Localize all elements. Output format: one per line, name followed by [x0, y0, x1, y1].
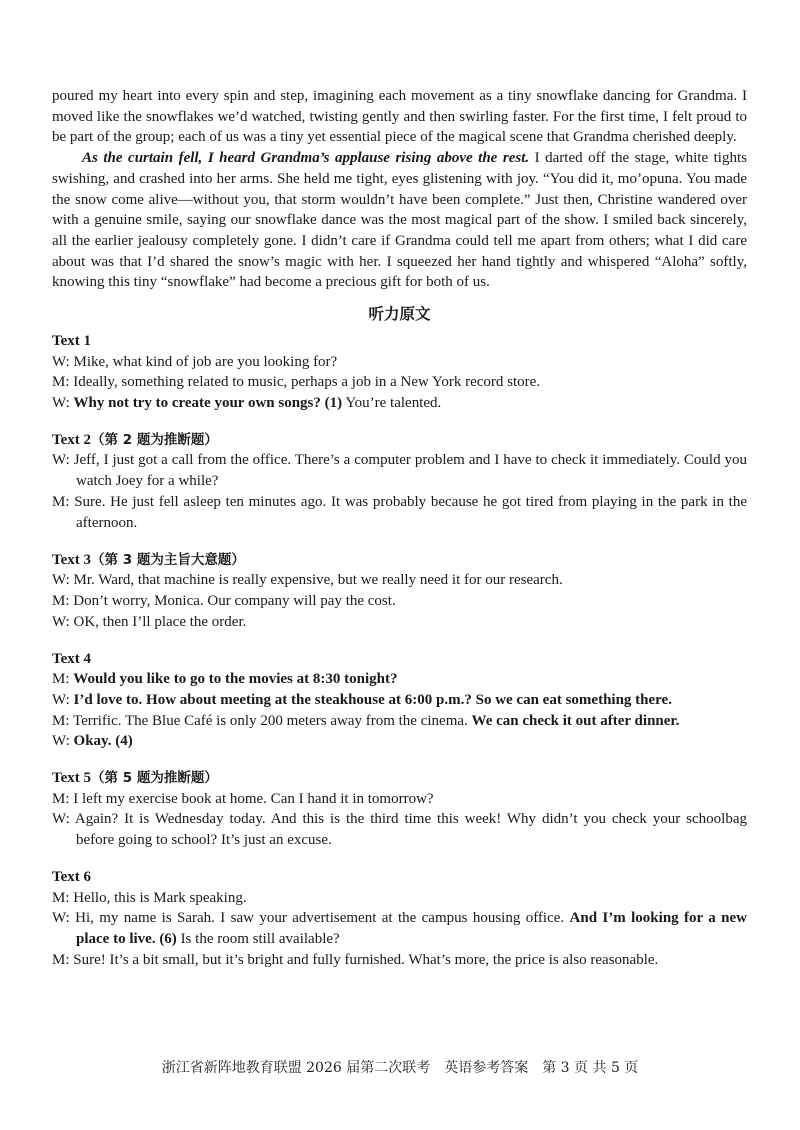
dialogue-line	[52, 352, 747, 373]
essay-paragraph-2	[52, 148, 747, 293]
dialogue-text: W:	[52, 395, 74, 412]
dialogue-line	[52, 492, 747, 534]
essay-paragraph-1: poured my heart into every spin and step, imagining each movement as a tiny snowflake dancing for Grandma. I moved like the snowflakes we’d watched, twisting gently and then swirling faster. For the first time, I felt proud to be part of the group; each of us was a tiny yet essential piece of the magical scene that Grandma cherished deeply.	[52, 88, 747, 146]
bold-answer-segment: Okay. (4)	[73, 733, 133, 750]
dialogue-line	[52, 950, 747, 971]
question-type-note: （第 2 题为推断题）	[91, 431, 218, 448]
transcript-title	[52, 550, 747, 571]
question-type-note: （第 5 题为推断题）	[91, 770, 218, 787]
dialogue-text: You’re talented.	[342, 395, 442, 412]
transcript-block	[52, 331, 747, 414]
dialogue-line	[52, 612, 747, 633]
essay-paragraph-2-lead: As the curtain fell, I heard Grandma’s applause rising above the rest.	[82, 150, 530, 167]
transcript-title-label: Text 1	[52, 333, 92, 350]
dialogue-line	[52, 393, 747, 414]
dialogue-line	[52, 669, 747, 690]
listening-transcripts	[52, 331, 747, 971]
dialogue-text: M: Don’t worry, Monica. Our company will pay the cost.	[52, 592, 396, 609]
bold-answer-segment: And I’m looking for a new place to live. (6)	[76, 910, 747, 948]
section-title: 听力原文	[368, 305, 431, 324]
essay-paragraph-2-body: I darted off the stage, white tights swishing, and crashed into her arms. She held me tight, eyes glistening with joy. “You did it, mo’opuna. You made the snow come alive—without you, that storm wouldn’t have been complete.” Just then, Christine wandered over with a genuine smile, saying our snowflake dance was the most magical part of the show. I smiled back sincerely, all the earlier jealousy completely gone. I didn’t care if Grandma could tell me apart from others; what I did care about was that I’d shared the snow’s magic with her. I squeezed her hand tightly and whispered “Aloha” softly, knowing this tiny “snowflake” had become a precious gift for both of us.	[52, 150, 747, 291]
bold-answer-segment: Why not try to create your own songs? (1)	[73, 395, 343, 412]
dialogue-text: M: Hello, this is Mark speaking.	[52, 889, 247, 906]
dialogue-line	[52, 372, 747, 393]
dialogue-text: M:	[52, 671, 74, 687]
dialogue-line	[52, 570, 747, 591]
dialogue-text: W: Again? It is Wednesday today. And this is the third time this week! Why didn’t you check your schoolbag before going to school? It’s just an excuse.	[52, 811, 747, 849]
dialogue-line	[52, 789, 747, 810]
transcript-block	[52, 550, 747, 633]
transcript-title-label: Text 3	[52, 551, 92, 568]
dialogue-text: W: Mr. Ward, that machine is really expensive, but we really need it for our research.	[52, 572, 563, 589]
dialogue-text: W: OK, then I’ll place the order.	[52, 613, 247, 630]
document-page	[52, 86, 747, 987]
dialogue-text: M: I left my exercise book at home. Can I hand it in tomorrow?	[52, 790, 434, 807]
transcript-title	[52, 430, 747, 451]
transcript-block	[52, 430, 747, 534]
transcript-title	[52, 867, 747, 888]
transcript-title-label: Text 6	[52, 869, 92, 886]
transcript-block	[52, 649, 747, 753]
dialogue-text: M: Terrific. The Blue Café is only 200 meters away from the cinema.	[52, 712, 472, 729]
bold-answer-segment: Would you like to go to the movies at 8:30 tonight?	[73, 671, 398, 687]
dialogue-text: W: Hi, my name is Sarah. I saw your advertisement at the campus housing office.	[52, 910, 570, 927]
dialogue-line	[52, 908, 747, 950]
transcript-title-label: Text 4	[52, 650, 92, 667]
transcript-title	[52, 768, 747, 789]
dialogue-text: Is the room still available?	[176, 931, 340, 948]
dialogue-text: W: Jeff, I just got a call from the office. There’s a computer problem and I have to check it immediately. Could you watch Joey for a while?	[52, 452, 747, 490]
dialogue-text: W:	[52, 691, 74, 708]
dialogue-line	[52, 888, 747, 909]
dialogue-text: M: Sure. He just fell asleep ten minutes ago. It was probably because he got tired from playing in the park in the afternoon.	[52, 494, 747, 531]
dialogue-text: M: Ideally, something related to music, perhaps a job in a New York record store.	[52, 374, 541, 391]
transcript-block	[52, 768, 747, 851]
transcript-block	[52, 867, 747, 971]
question-type-note: （第 3 题为主旨大意题）	[91, 551, 245, 568]
dialogue-text: W:	[52, 733, 74, 750]
bold-answer-segment: I’d love to. How about meeting at the steakhouse at 6:00 p.m.? So we can eat something there.	[73, 691, 672, 708]
dialogue-line	[52, 690, 747, 711]
dialogue-line	[52, 731, 747, 752]
transcript-title	[52, 649, 747, 670]
dialogue-text: W: Mike, what kind of job are you looking for?	[52, 353, 338, 370]
bold-answer-segment: We can check it out after dinner.	[471, 712, 680, 729]
page-footer: 浙江省新阵地教育联盟 2026 届第二次联考 英语参考答案 第 3 页 共 5 页	[161, 1060, 639, 1076]
transcript-title-label: Text 2	[52, 431, 92, 448]
dialogue-line	[52, 809, 747, 851]
transcript-title-label: Text 5	[52, 770, 92, 787]
dialogue-line	[52, 711, 747, 732]
transcript-title	[52, 331, 747, 352]
dialogue-text: M: Sure! It’s a bit small, but it’s bright and fully furnished. What’s more, the price is also reasonable.	[52, 951, 659, 968]
dialogue-line	[52, 450, 747, 492]
essay-section	[52, 86, 747, 293]
dialogue-line	[52, 591, 747, 612]
